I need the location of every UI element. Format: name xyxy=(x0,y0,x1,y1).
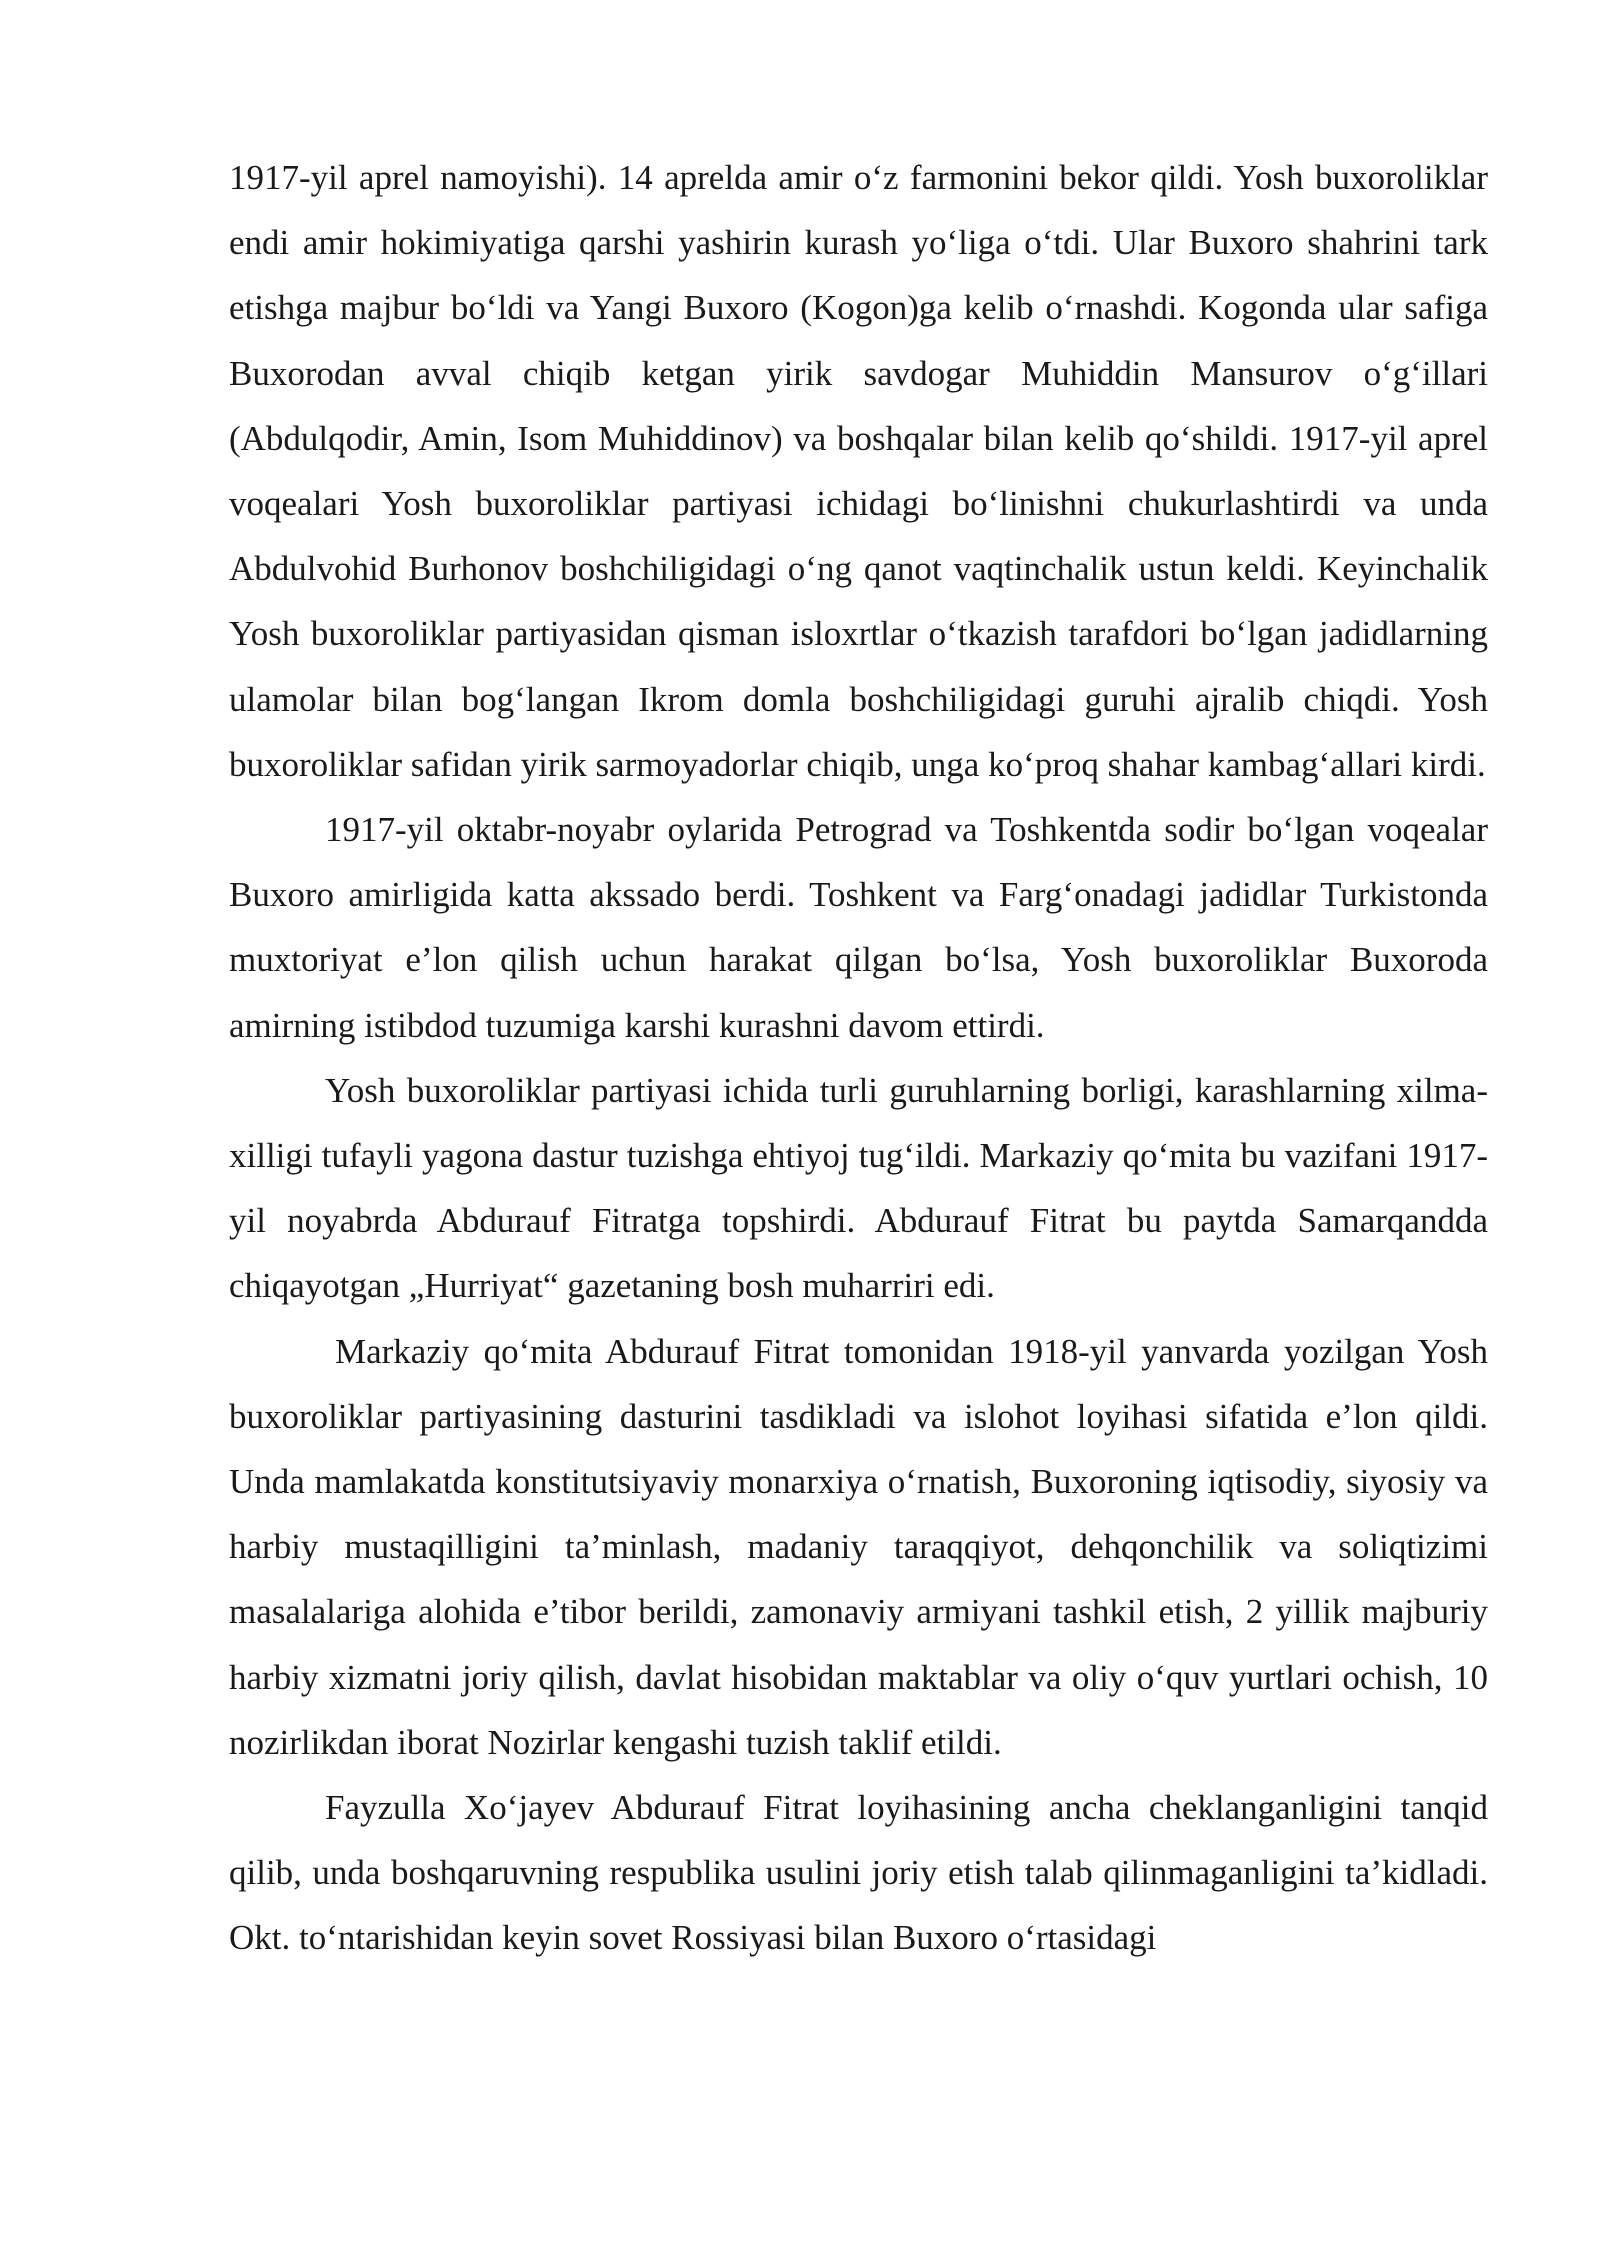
paragraph-5: Fayzulla Xo‘jayev Abdurauf Fitrat loyihasining ancha cheklanganligini tanqid qilib, unda boshqaruvning respublika usulini joriy etish talab qilinmaganligini ta’kidladi. Okt. to‘ntarishidan keyin sovet Rossiyasi bilan Buxoro o‘rtasidagi xyxy=(229,1788,1488,1958)
paragraph-1: 1917-yil aprel namoyishi). 14 aprelda amir o‘z farmonini bekor qildi. Yosh buxoroliklar endi amir hokimiyatiga qarshi yashirin kurash yo‘liga o‘tdi. Ular Buxoro shahrini tark etishga majbur bo‘ldi va Yangi Buxoro (Kogon)ga kelib o‘rnashdi. Kogonda ular safiga Buxorodan avval chiqib ketgan yirik savdogar Muhiddin Mansurov o‘g‘illari (Abdulqodir, Amin, Isom Muhiddinov) va boshqalar bilan kelib qo‘shildi. 1917-yil aprel voqealari Yosh buxoroliklar partiyasi ichidagi bo‘linishni chukurlashtirdi va unda Abdulvohid Burhonov boshchiligidagi o‘ng qanot vaqtinchalik ustun keldi. Keyinchalik Yosh buxoroliklar partiyasidan qisman isloxrtlar o‘tkazish tarafdori bo‘lgan jadidlarning ulamolar bilan bog‘langan Ikrom domla boshchiligidagi guruhi ajralib chiqdi. Yosh buxoroliklar safidan yirik sarmoyadorlar chiqib, unga ko‘proq shahar kambag‘allari kirdi. xyxy=(229,158,1488,784)
paragraph-3: Yosh buxoroliklar partiyasi ichida turli guruhlarning borligi, karashlarning xilma-xilligi tufayli yagona dastur tuzishga ehtiyoj tug‘ildi. Markaziy qo‘mita bu vazifani 1917-yil noyabrda Abdurauf Fitratga topshirdi. Abdurauf Fitrat bu paytda Samarqandda chiqayotgan „Hurriyat“ gazetaning bosh muharriri edi. xyxy=(229,1070,1488,1306)
paragraph-2: 1917-yil oktabr-noyabr oylarida Petrograd va Toshkentda sodir bo‘lgan voqealar Buxoro amirligida katta akssado berdi. Toshkent va Farg‘onadagi jadidlar Turkistonda muxtoriyat e’lon qilish uchun harakat qilgan bo‘lsa, Yosh buxoroliklar Buxoroda amirning istibdod tuzumiga karshi kurashni davom ettirdi. xyxy=(229,810,1488,1045)
paragraph-4: Markaziy qo‘mita Abdurauf Fitrat tomonidan 1918-yil yanvarda yozilgan Yosh buxoroliklar partiyasining dasturini tasdikladi va islohot loyihasi sifatida e’lon qildi. Unda mamlakatda konstitutsiyaviy monarxiya o‘rnatish, Buxoroning iqtisodiy, siyosiy va harbiy mustaqilligini ta’minlash, madaniy taraqqiyot, dehqonchilik va soliqtizimi masalalariga alohida e’tibor berildi, zamonaviy armiyani tashkil etish, 2 yillik majburiy harbiy xizmatni joriy qilish, davlat hisobidan maktablar va oliy o‘quv yurtlari ochish, 10 nozirlikdan iborat Nozirlar kengashi tuzish taklif etildi. xyxy=(229,1331,1488,1762)
document-body xyxy=(229,145,1488,1971)
